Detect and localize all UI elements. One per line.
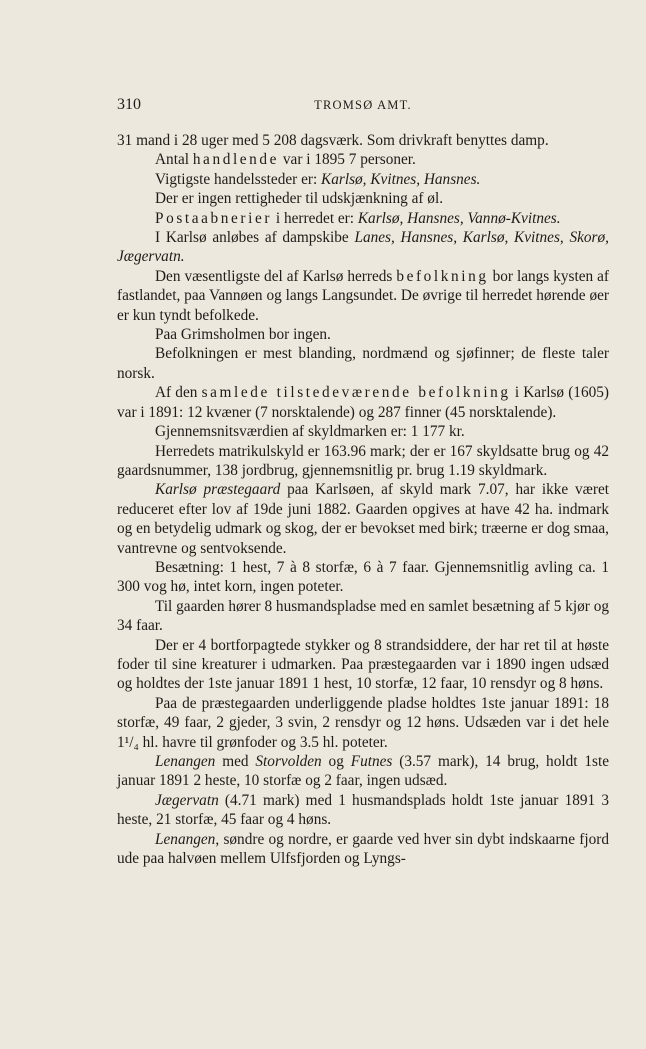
text-run: Den væsentligste del af Karlsø herreds: [155, 267, 397, 285]
text-run: Paa de præstegaarden underliggende pladse holdtes 1ste januar 1891: 18 storfæ, 49 faar, 2 gjeder, 3 svin, 2 rensdyr og 12 høns. Udsæden var i det hele 1¹/₄ hl. havre til grønfoder og 3.5 hl. poteter.: [117, 694, 609, 751]
text-run: , søndre og nordre, er gaarde ved hver sin dybt indskaarne fjord ude paa halvøen mellem Ulfsfjorden og Lyngs-: [117, 830, 609, 868]
text-run: Herredets matrikulskyld er 163.96 mark; der er 167 skyldsatte brug og 42 gaardsnummer, 138 jordbrug, gjennemsnitlig pr. brug 1.19 skyldmark.: [117, 442, 609, 479]
place-names: Lanes, Hansnes, Karlsø, Kvitnes, Skorø, Jægervatn.: [117, 229, 609, 266]
paragraph: [117, 694, 609, 752]
text-run: Antal: [155, 151, 193, 169]
text-run: og: [321, 753, 351, 770]
text-run: Besætning: 1 hest, 7 à 8 storfæ, 6 à 7 faar. Gjennemsnitlig avling ca. 1 300 vog hø, intet korn, ingen poteter.: [117, 558, 609, 596]
paragraph: [117, 131, 609, 150]
paragraph: [117, 442, 609, 481]
spaced-term: befolkning: [396, 267, 489, 285]
paragraph: [117, 267, 609, 325]
text-run: Befolkningen er mest blanding, nordmænd og sjøfinner; de fleste taler norsk.: [117, 345, 609, 382]
body-text: [117, 131, 609, 868]
paragraph: [117, 830, 609, 869]
text-run: Af den: [155, 384, 202, 402]
text-run: Der er ingen rettigheder til udskjænkning af øl.: [155, 190, 444, 208]
text-run: i Karlsø (1605) var i 1891: 12 kvæner (7 norsktalende) og 287 finner (45 norsktalende).: [117, 384, 609, 421]
text-run: paa Karlsøen, af skyld mark 7.07, har ikke været reduceret efter lov af 19de juni 1882. Gaarden opgives at have 42 ha. indmark og en betydelig udmark og skog, der er bevokset med birk; træerne er dog smaa, vantrevne og sentvoksende.: [117, 481, 609, 557]
text-run: bor langs kysten af fastlandet, paa Vannøen og langs Langsundet. De øvrige til herredet hørende øer er kun tyndt befolkede.: [117, 267, 609, 324]
text-run: (4.71 mark) med 1 husmandsplads holdt 1ste januar 1891 3 heste, 21 storfæ, 45 faar og 4 høns.: [117, 791, 609, 829]
running-head: TROMSØ AMT.: [314, 98, 412, 112]
paragraph: [117, 752, 609, 791]
paragraph: [117, 597, 609, 636]
text-run: Til gaarden hører 8 husmandspladse med en samlet besætning af 5 kjør og 34 faar.: [117, 597, 610, 635]
place-name: Storvolden: [255, 753, 322, 770]
text-run: var i 1895 7 personer.: [279, 151, 416, 169]
paragraph: [117, 480, 609, 558]
paragraph: [117, 209, 609, 228]
place-names: Karlsø, Kvitnes, Hansnes.: [321, 170, 481, 188]
place-name: Lenangen: [155, 830, 216, 848]
text-run: med: [215, 753, 256, 770]
place-name: Lenangen: [155, 753, 216, 770]
text-run: Vigtigste handelssteder er:: [155, 170, 322, 188]
paragraph: [117, 558, 609, 597]
paragraph: [117, 170, 609, 189]
paragraph: [117, 383, 609, 422]
paragraph: [117, 344, 609, 383]
text-run: Der er 4 bortforpagtede stykker og 8 strandsiddere, der har ret til at høste foder til sine kreaturer i udmarken. Paa præstegaarden var i 1890 ingen udsæd og holdtes der 1ste januar 1891 1 hest, 10 storfæ, 12 faar, 10 rensdyr og 8 høns.: [117, 636, 609, 693]
paragraph: [117, 150, 609, 169]
text-run: Paa Grimsholmen bor ingen.: [155, 326, 331, 344]
place-names: Karlsø, Hansnes, Vannø-Kvitnes.: [357, 209, 561, 227]
place-name: Jægervatn: [155, 791, 219, 809]
place-name: Futnes: [350, 753, 393, 770]
paragraph: [117, 791, 609, 830]
spaced-term: Postaabnerier: [155, 209, 273, 227]
spaced-term: handlende: [192, 151, 280, 169]
text-run: Gjennemsnitsværdien af skyldmarken er: 1 177 kr.: [155, 423, 465, 441]
paragraph: [117, 422, 609, 441]
paragraph: [117, 189, 609, 208]
place-name: Karlsø præstegaard: [155, 481, 281, 499]
text-run: 31 mand i 28 uger med 5 208 dagsværk. Som drivkraft benyttes damp.: [117, 132, 549, 149]
text-run: (3.57 mark), 14 brug, holdt 1ste januar 1891 2 heste, 10 storfæ og 2 faar, ingen udsæd.: [117, 753, 609, 790]
page-number: 310: [117, 96, 141, 113]
paragraph: [117, 325, 609, 344]
paragraph: [117, 636, 609, 694]
page-header: [117, 96, 609, 116]
text-run: I Karlsø anløbes af dampskibe: [155, 229, 355, 247]
paragraph: [117, 228, 609, 267]
text-run: i herredet er:: [272, 209, 358, 227]
spaced-term: samlede tilstedeværende befolkning: [201, 384, 511, 402]
